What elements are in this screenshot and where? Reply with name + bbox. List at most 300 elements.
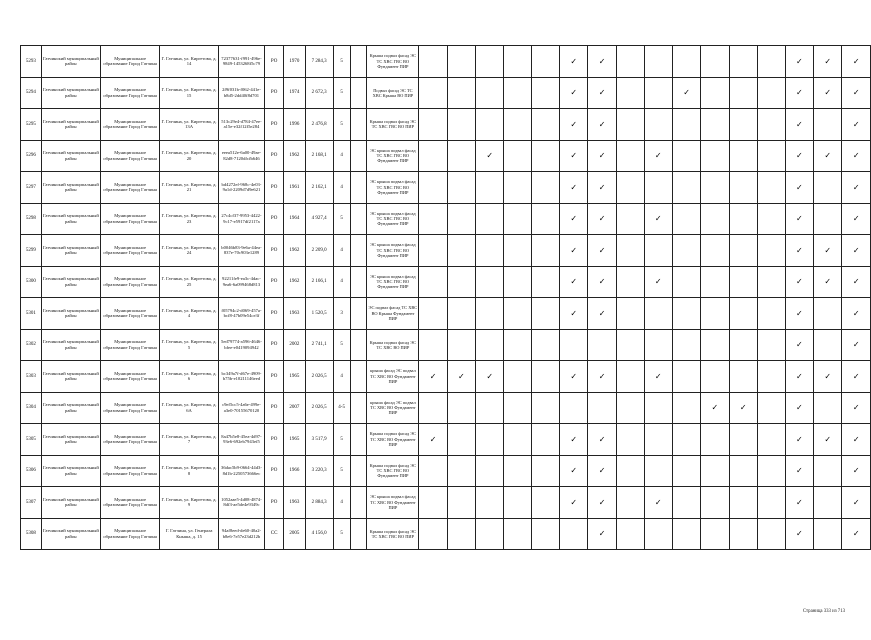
empty-cell: [729, 235, 757, 267]
ownership-type-cell: СС: [265, 518, 284, 550]
address-cell: Г. Гатчина, ул. Киргетова, д. 14: [160, 46, 218, 78]
empty-cell: [729, 77, 757, 109]
district-cell: Гатчинский муниципальный район: [41, 109, 100, 141]
empty-cell: [644, 329, 672, 361]
empty-cell: [814, 172, 842, 204]
empty-cell: [701, 172, 729, 204]
empty-cell: [419, 140, 447, 172]
build-year-cell: 1962: [284, 235, 306, 267]
area-cell: 2 209,0: [305, 235, 333, 267]
blank-cell: [350, 518, 367, 550]
district-cell: Гатчинский муниципальный район: [41, 235, 100, 267]
empty-cell: [672, 518, 700, 550]
ownership-type-cell: РО: [265, 46, 284, 78]
building-code-cell: 36dac5b9-0664-44d3-8d1b-2250573666ec: [218, 455, 264, 487]
row-number: 5302: [21, 329, 42, 361]
check-mark-icon: ✓: [842, 203, 871, 235]
area-cell: 2 884,3: [305, 487, 333, 519]
municipality-cell: Муниципальное образование Город Гатчина: [100, 455, 159, 487]
housing-register-table: [20, 45, 871, 550]
area-cell: 1 520,5: [305, 298, 333, 330]
build-year-cell: 1965: [284, 424, 306, 456]
empty-cell: [560, 329, 588, 361]
district-cell: Гатчинский муниципальный район: [41, 140, 100, 172]
check-mark-icon: ✓: [785, 172, 813, 204]
empty-cell: [476, 172, 504, 204]
area-cell: 3 517,9: [305, 424, 333, 456]
check-mark-icon: ✓: [842, 77, 871, 109]
empty-cell: [814, 203, 842, 235]
empty-cell: [504, 235, 532, 267]
empty-cell: [672, 329, 700, 361]
area-cell: 7 284,3: [305, 46, 333, 78]
empty-cell: [476, 298, 504, 330]
check-mark-icon: ✓: [560, 266, 588, 298]
check-mark-icon: ✓: [588, 455, 616, 487]
check-mark-icon: ✓: [588, 235, 616, 267]
empty-cell: [672, 266, 700, 298]
empty-cell: [616, 392, 644, 424]
check-mark-icon: ✓: [842, 235, 871, 267]
district-cell: Гатчинский муниципальный район: [41, 266, 100, 298]
table-row: [21, 109, 871, 141]
empty-cell: [757, 424, 785, 456]
ownership-type-cell: РО: [265, 172, 284, 204]
empty-cell: [729, 140, 757, 172]
area-cell: 4 927,4: [305, 203, 333, 235]
address-cell: Г. Гатчина, ул. Киргетова, д. 23: [160, 203, 218, 235]
empty-cell: [588, 329, 616, 361]
empty-cell: [701, 77, 729, 109]
empty-cell: [672, 392, 700, 424]
empty-cell: [532, 298, 560, 330]
check-mark-icon: ✓: [814, 235, 842, 267]
empty-cell: [616, 140, 644, 172]
page-number: Страница 333 из 713: [802, 609, 845, 614]
empty-cell: [644, 172, 672, 204]
empty-cell: [476, 203, 504, 235]
floors-cell: 4: [333, 172, 350, 204]
row-number: 5293: [21, 46, 42, 78]
check-mark-icon: ✓: [644, 266, 672, 298]
check-mark-icon: ✓: [560, 77, 588, 109]
empty-cell: [644, 455, 672, 487]
building-code-cell: c9ef5cc5-4a6e-499e-a3e0-70155670120: [218, 392, 264, 424]
floors-cell: 5: [333, 424, 350, 456]
check-mark-icon: ✓: [447, 361, 475, 393]
check-mark-icon: ✓: [842, 455, 871, 487]
empty-cell: [447, 203, 475, 235]
row-number: 5299: [21, 235, 42, 267]
works-list-cell: Крыша подвал фасад ЭС ТС ХВС ГВС ВО Фундамент ПИР: [367, 455, 419, 487]
blank-cell: [350, 140, 367, 172]
municipality-cell: Муниципальное образование Город Гатчина: [100, 487, 159, 519]
empty-cell: [616, 46, 644, 78]
empty-cell: [701, 455, 729, 487]
check-mark-icon: ✓: [785, 109, 813, 141]
empty-cell: [729, 361, 757, 393]
empty-cell: [729, 329, 757, 361]
empty-cell: [447, 424, 475, 456]
empty-cell: [814, 392, 842, 424]
building-code-cell: 1052aae5-4d08-4874-8df3-ae5de4e9349c: [218, 487, 264, 519]
empty-cell: [729, 455, 757, 487]
empty-cell: [504, 266, 532, 298]
empty-cell: [644, 77, 672, 109]
check-mark-icon: ✓: [419, 361, 447, 393]
building-code-cell: b0046b83-9e6a-44ea-837e-70c903e1289: [218, 235, 264, 267]
check-mark-icon: ✓: [588, 487, 616, 519]
empty-cell: [729, 46, 757, 78]
empty-cell: [476, 266, 504, 298]
ownership-type-cell: РО: [265, 266, 284, 298]
empty-cell: [814, 518, 842, 550]
empty-cell: [701, 109, 729, 141]
check-mark-icon: ✓: [588, 77, 616, 109]
build-year-cell: 1996: [284, 109, 306, 141]
empty-cell: [644, 392, 672, 424]
empty-cell: [560, 392, 588, 424]
build-year-cell: 1974: [284, 77, 306, 109]
empty-cell: [419, 172, 447, 204]
table-row: [21, 298, 871, 330]
check-mark-icon: ✓: [560, 235, 588, 267]
empty-cell: [419, 455, 447, 487]
check-mark-icon: ✓: [588, 266, 616, 298]
empty-cell: [419, 266, 447, 298]
check-mark-icon: ✓: [785, 140, 813, 172]
address-cell: Г. Гатчина, ул. Киргетова, д. 25: [160, 266, 218, 298]
district-cell: Гатчинский муниципальный район: [41, 77, 100, 109]
row-number: 5301: [21, 298, 42, 330]
check-mark-icon: ✓: [560, 109, 588, 141]
check-mark-icon: ✓: [588, 203, 616, 235]
empty-cell: [476, 46, 504, 78]
check-mark-icon: ✓: [785, 392, 813, 424]
blank-cell: [350, 329, 367, 361]
row-number: 5307: [21, 487, 42, 519]
empty-cell: [616, 424, 644, 456]
ownership-type-cell: РО: [265, 424, 284, 456]
check-mark-icon: ✓: [842, 392, 871, 424]
table-row: [21, 46, 871, 78]
floors-cell: 5: [333, 77, 350, 109]
address-cell: Г. Гатчина, ул. Киргетова, д. 8: [160, 455, 218, 487]
empty-cell: [532, 266, 560, 298]
check-mark-icon: ✓: [644, 140, 672, 172]
table-row: [21, 487, 871, 519]
table-row: [21, 172, 871, 204]
check-mark-icon: ✓: [814, 140, 842, 172]
empty-cell: [419, 329, 447, 361]
empty-cell: [757, 361, 785, 393]
empty-cell: [616, 172, 644, 204]
empty-cell: [419, 298, 447, 330]
empty-cell: [476, 455, 504, 487]
empty-cell: [532, 329, 560, 361]
check-mark-icon: ✓: [842, 424, 871, 456]
works-list-cell: Крыша подвал фасад ЭС ТС ХВС ГВС ВО ПИР: [367, 518, 419, 550]
check-mark-icon: ✓: [785, 298, 813, 330]
district-cell: Гатчинский муниципальный район: [41, 392, 100, 424]
building-code-cell: 27c4cf37-9953-4422-9c17-e5917df2117a: [218, 203, 264, 235]
build-year-cell: 1964: [284, 203, 306, 235]
empty-cell: [532, 203, 560, 235]
empty-cell: [476, 235, 504, 267]
build-year-cell: 2007: [284, 392, 306, 424]
floors-cell: 4: [333, 487, 350, 519]
works-list-cell: Крыша подвал фасад ЭС ТС ХВС ВО Фундамент ПИР: [367, 424, 419, 456]
check-mark-icon: ✓: [644, 203, 672, 235]
check-mark-icon: ✓: [588, 109, 616, 141]
address-cell: Г. Гатчина, ул. Киргетова, д. 6: [160, 361, 218, 393]
build-year-cell: 1965: [284, 361, 306, 393]
table-row: [21, 203, 871, 235]
check-mark-icon: ✓: [560, 46, 588, 78]
empty-cell: [447, 455, 475, 487]
table-row: [21, 361, 871, 393]
works-list-cell: Крыша подвал фасад ЭС ТС ХВС ГВС ВО ПИР: [367, 109, 419, 141]
blank-cell: [350, 392, 367, 424]
check-mark-icon: ✓: [842, 109, 871, 141]
build-year-cell: 1962: [284, 266, 306, 298]
empty-cell: [532, 487, 560, 519]
empty-cell: [701, 46, 729, 78]
check-mark-icon: ✓: [842, 140, 871, 172]
district-cell: Гатчинский муниципальный район: [41, 172, 100, 204]
area-cell: 2 741,1: [305, 329, 333, 361]
check-mark-icon: ✓: [785, 518, 813, 550]
build-year-cell: 1962: [284, 140, 306, 172]
check-mark-icon: ✓: [560, 424, 588, 456]
empty-cell: [729, 203, 757, 235]
works-list-cell: ЭС крыша подвал фасад ТС ХВС ГВС ВО Фундамент ПИР: [367, 203, 419, 235]
empty-cell: [757, 518, 785, 550]
empty-cell: [504, 487, 532, 519]
empty-cell: [757, 329, 785, 361]
table-row: [21, 329, 871, 361]
municipality-cell: Муниципальное образование Город Гатчина: [100, 518, 159, 550]
empty-cell: [419, 203, 447, 235]
building-code-cell: bd4272ef-968c-4e03-9a1d-2209d7d9e621: [218, 172, 264, 204]
table-row: [21, 140, 871, 172]
empty-cell: [757, 298, 785, 330]
empty-cell: [447, 266, 475, 298]
check-mark-icon: ✓: [644, 361, 672, 393]
empty-cell: [532, 46, 560, 78]
district-cell: Гатчинский муниципальный район: [41, 487, 100, 519]
table-body: [21, 46, 871, 550]
address-cell: Г. Гатчина, ул. Киргетова, д. 13А: [160, 109, 218, 141]
municipality-cell: Муниципальное образование Город Гатчина: [100, 77, 159, 109]
check-mark-icon: ✓: [588, 140, 616, 172]
check-mark-icon: ✓: [560, 172, 588, 204]
municipality-cell: Муниципальное образование Город Гатчина: [100, 329, 159, 361]
empty-cell: [814, 455, 842, 487]
build-year-cell: 2005: [284, 518, 306, 550]
address-cell: Г. Гатчина, ул. Киргетова, д. 5: [160, 329, 218, 361]
table-row: [21, 424, 871, 456]
area-cell: 2 166,1: [305, 266, 333, 298]
empty-cell: [504, 329, 532, 361]
empty-cell: [532, 140, 560, 172]
empty-cell: [504, 109, 532, 141]
building-code-cell: 92211fe9-ea3c-4dac-9ea6-6a099468d813: [218, 266, 264, 298]
municipality-cell: Муниципальное образование Город Гатчина: [100, 361, 159, 393]
build-year-cell: 2002: [284, 329, 306, 361]
table-row: [21, 266, 871, 298]
check-mark-icon: ✓: [785, 266, 813, 298]
ownership-type-cell: РО: [265, 329, 284, 361]
check-mark-icon: ✓: [588, 46, 616, 78]
empty-cell: [447, 77, 475, 109]
row-number: 5305: [21, 424, 42, 456]
empty-cell: [419, 235, 447, 267]
empty-cell: [476, 329, 504, 361]
empty-cell: [447, 518, 475, 550]
empty-cell: [757, 392, 785, 424]
address-cell: Г. Гатчина, ул. Киргетова, д. 4: [160, 298, 218, 330]
empty-cell: [532, 455, 560, 487]
check-mark-icon: ✓: [785, 77, 813, 109]
building-code-cell: bc349a7f-d67e-4909-b75b-e10211146eed: [218, 361, 264, 393]
empty-cell: [504, 392, 532, 424]
municipality-cell: Муниципальное образование Город Гатчина: [100, 298, 159, 330]
empty-cell: [616, 329, 644, 361]
blank-cell: [350, 109, 367, 141]
empty-cell: [701, 329, 729, 361]
empty-cell: [757, 77, 785, 109]
floors-cell: 4-5: [333, 392, 350, 424]
works-list-cell: крыша фасад ЭС подвал ТС ХВС ВО Фундамент ПИР: [367, 361, 419, 393]
empty-cell: [672, 46, 700, 78]
empty-cell: [672, 298, 700, 330]
check-mark-icon: ✓: [701, 392, 729, 424]
check-mark-icon: ✓: [560, 361, 588, 393]
check-mark-icon: ✓: [785, 455, 813, 487]
empty-cell: [729, 266, 757, 298]
check-mark-icon: ✓: [842, 172, 871, 204]
row-number: 5300: [21, 266, 42, 298]
municipality-cell: Муниципальное образование Город Гатчина: [100, 109, 159, 141]
build-year-cell: 1966: [284, 455, 306, 487]
build-year-cell: 1961: [284, 172, 306, 204]
empty-cell: [672, 361, 700, 393]
empty-cell: [672, 235, 700, 267]
build-year-cell: 1963: [284, 487, 306, 519]
works-list-cell: ЭС крыша подвал фасад ТС ХВС ГВС ВО Фундамент ПИР: [367, 172, 419, 204]
empty-cell: [672, 487, 700, 519]
building-code-cell: 72377631-f991-496e-9849-1453268f5c79: [218, 46, 264, 78]
district-cell: Гатчинский муниципальный район: [41, 455, 100, 487]
works-list-cell: ЭС подвал фасад ТС ХВС ВО Крыша Фундамент ПИР: [367, 298, 419, 330]
empty-cell: [504, 46, 532, 78]
floors-cell: 4: [333, 140, 350, 172]
empty-cell: [616, 361, 644, 393]
empty-cell: [447, 329, 475, 361]
area-cell: 2 162,1: [305, 172, 333, 204]
empty-cell: [447, 172, 475, 204]
empty-cell: [476, 109, 504, 141]
empty-cell: [644, 235, 672, 267]
check-mark-icon: ✓: [814, 266, 842, 298]
check-mark-icon: ✓: [560, 140, 588, 172]
empty-cell: [447, 235, 475, 267]
empty-cell: [672, 140, 700, 172]
ownership-type-cell: РО: [265, 77, 284, 109]
check-mark-icon: ✓: [842, 298, 871, 330]
blank-cell: [350, 298, 367, 330]
building-code-cell: 2f9f031b-f062-441e-b8d5-2dd40f8d701: [218, 77, 264, 109]
ownership-type-cell: РО: [265, 487, 284, 519]
check-mark-icon: ✓: [588, 172, 616, 204]
empty-cell: [447, 487, 475, 519]
empty-cell: [616, 455, 644, 487]
address-cell: Г. Гатчина, ул. Киргетова, д. 9: [160, 487, 218, 519]
floors-cell: 5: [333, 518, 350, 550]
empty-cell: [729, 424, 757, 456]
empty-cell: [644, 46, 672, 78]
empty-cell: [476, 77, 504, 109]
empty-cell: [419, 109, 447, 141]
district-cell: Гатчинский муниципальный район: [41, 518, 100, 550]
district-cell: Гатчинский муниципальный район: [41, 329, 100, 361]
ownership-type-cell: РО: [265, 455, 284, 487]
empty-cell: [814, 487, 842, 519]
municipality-cell: Муниципальное образование Город Гатчина: [100, 235, 159, 267]
blank-cell: [350, 455, 367, 487]
district-cell: Гатчинский муниципальный район: [41, 46, 100, 78]
check-mark-icon: ✓: [672, 77, 700, 109]
building-code-cell: eeea512e-6a00-49ae-82d8-7120dfcfb646: [218, 140, 264, 172]
empty-cell: [701, 424, 729, 456]
area-cell: 2 026,5: [305, 392, 333, 424]
area-cell: 2 026,5: [305, 361, 333, 393]
empty-cell: [504, 455, 532, 487]
ownership-type-cell: РО: [265, 298, 284, 330]
check-mark-icon: ✓: [814, 77, 842, 109]
floors-cell: 4: [333, 361, 350, 393]
building-code-cell: f05794c2-d069-457a-bcf8-47b09e54ce3f: [218, 298, 264, 330]
row-number: 5297: [21, 172, 42, 204]
address-cell: Г. Гатчина, ул. Генерала Кныша, д. 15: [160, 518, 218, 550]
row-number: 5306: [21, 455, 42, 487]
ownership-type-cell: РО: [265, 235, 284, 267]
empty-cell: [672, 109, 700, 141]
empty-cell: [757, 203, 785, 235]
empty-cell: [616, 487, 644, 519]
floors-cell: 4: [333, 235, 350, 267]
ownership-type-cell: РО: [265, 140, 284, 172]
check-mark-icon: ✓: [842, 518, 871, 550]
check-mark-icon: ✓: [588, 518, 616, 550]
empty-cell: [729, 518, 757, 550]
build-year-cell: 1970: [284, 46, 306, 78]
blank-cell: [350, 235, 367, 267]
address-cell: Г. Гатчина, ул. Киргетова, д. 7: [160, 424, 218, 456]
area-cell: 3 220,3: [305, 455, 333, 487]
blank-cell: [350, 172, 367, 204]
empty-cell: [419, 518, 447, 550]
empty-cell: [672, 172, 700, 204]
check-mark-icon: ✓: [814, 424, 842, 456]
check-mark-icon: ✓: [785, 203, 813, 235]
ownership-type-cell: РО: [265, 392, 284, 424]
works-list-cell: ЭС крыша подвал фасад ТС ХВС ГВС ВО Фундамент ПИР: [367, 235, 419, 267]
building-code-cell: 513c29e4-d784-47ee-a15e-e32f12f5e284: [218, 109, 264, 141]
empty-cell: [644, 109, 672, 141]
blank-cell: [350, 46, 367, 78]
